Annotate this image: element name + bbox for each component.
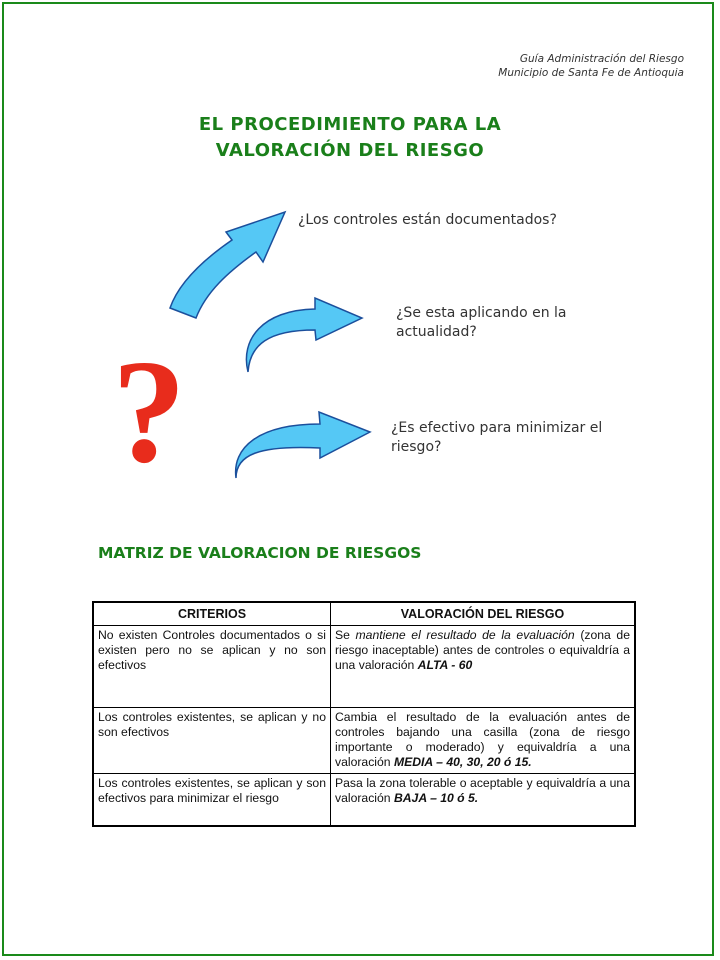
table-row — [93, 774, 635, 826]
question-mark-icon: ? — [112, 330, 186, 494]
valoracion-text: Cambia el resultado de la evaluación antes de controles bajando una casilla (zona de riesgo importante o moderado) y equivaldría a una valoración — [335, 710, 630, 769]
criterio-cell: Los controles existentes, se aplican y son efectivos para minimizar el riesgo — [93, 774, 331, 826]
arrow-icon-1 — [170, 212, 285, 318]
valoracion-cell — [331, 626, 636, 708]
question-aplicando: ¿Se esta aplicando en la actualidad? — [396, 305, 567, 340]
matrix-title: MATRIZ DE VALORACION DE RIESGOS — [98, 544, 422, 562]
table-header-row — [93, 602, 635, 626]
valoracion-text: Se — [335, 628, 356, 642]
valoracion-italic-text: mantiene el resultado de la evaluación — [355, 628, 575, 642]
header-valoracion: VALORACIÓN DEL RIESGO — [331, 602, 636, 626]
valoracion-cell — [331, 708, 636, 774]
valoracion-level: MEDIA – 40, 30, 20 ó 15. — [393, 755, 532, 769]
table-row — [93, 626, 635, 708]
title-line-2: VALORACIÓN DEL RIESGO — [215, 140, 485, 161]
question-efectivo: ¿Es efectivo para minimizar el riesgo? — [391, 420, 603, 455]
valoracion-text: Pasa la zona tolerable o aceptable y equivaldría a una valoración — [335, 776, 630, 805]
table-row — [93, 708, 635, 774]
valoracion-level: BAJA – 10 ó 5. — [393, 791, 479, 805]
header-criterios: CRITERIOS — [93, 602, 331, 626]
header-line-1: Guía Administración del Riesgo — [519, 53, 684, 65]
risk-matrix-table — [92, 601, 636, 827]
valoracion-level: ALTA - 60 — [417, 658, 473, 672]
arrow-icon-2 — [246, 298, 362, 372]
valoracion-text-cont: (zona de riesgo inaceptable) antes de controles o equivaldría a una valoración — [335, 628, 630, 672]
header-line-2: Municipio de Santa Fe de Antioquia — [498, 67, 684, 79]
criterio-cell: No existen Controles documentados o si existen pero no se aplican y no son efectivos — [93, 626, 331, 708]
question-documentados: ¿Los controles están documentados? — [298, 212, 557, 228]
arrow-icon-3 — [236, 412, 370, 478]
criterio-cell: Los controles existentes, se aplican y no son efectivos — [93, 708, 331, 774]
valoracion-cell — [331, 774, 636, 826]
title-line-1: EL PROCEDIMIENTO PARA LA — [198, 114, 502, 135]
